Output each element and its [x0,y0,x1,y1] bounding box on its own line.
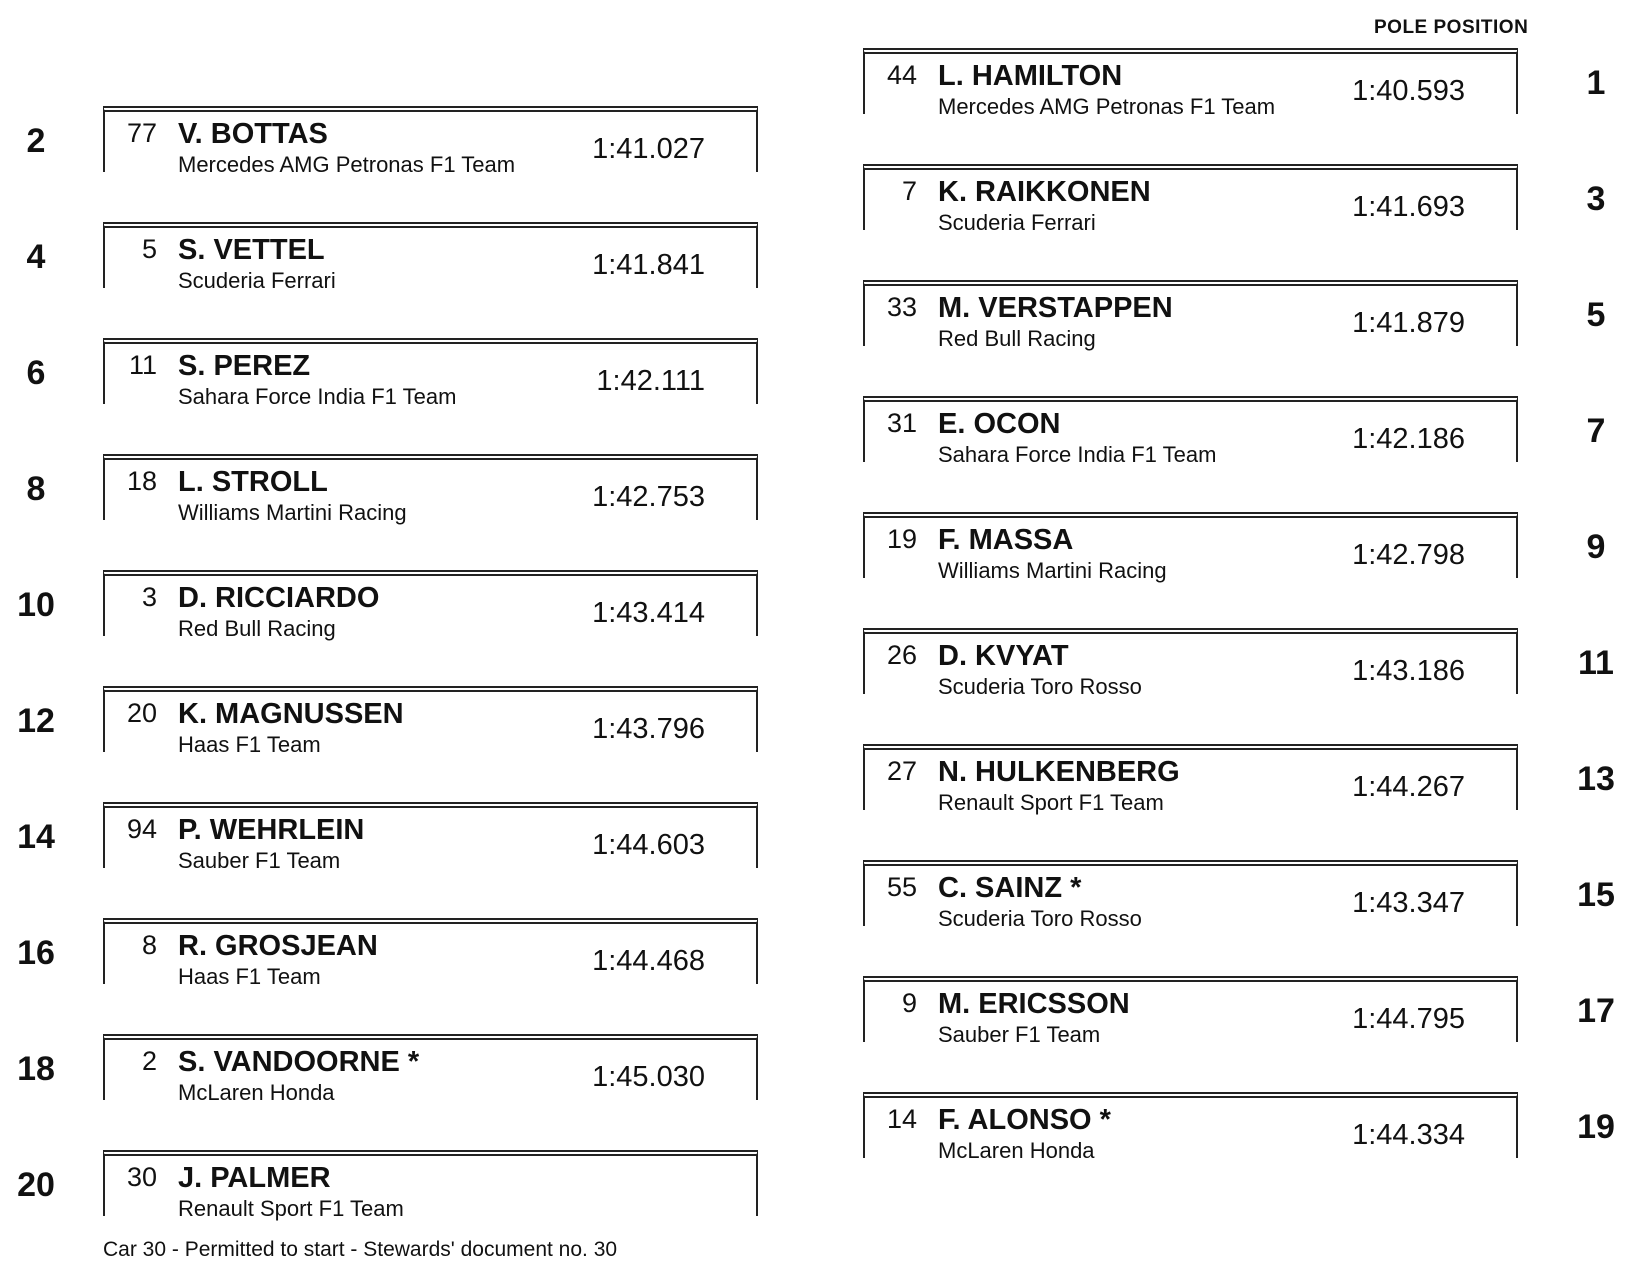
car-number: 19 [886,524,917,554]
driver-name: M. ERICSSON [938,988,1130,1020]
driver-name: M. VERSTAPPEN [938,292,1173,324]
grid-slot [863,164,1526,235]
team-name: McLaren Honda [938,1138,1095,1163]
grid-slot [103,454,766,525]
lap-time: 1:43.796 [592,713,705,745]
team-name: Haas F1 Team [178,732,321,757]
grid-slot [863,744,1526,815]
driver-name: R. GROSJEAN [178,930,378,962]
car-number: 14 [886,1104,917,1134]
car-number: 94 [126,814,157,844]
grid-slot [103,338,766,409]
car-number: 7 [901,176,917,206]
team-name: Haas F1 Team [178,964,321,989]
grid-slot [103,222,766,293]
lap-time: 1:45.030 [592,1061,705,1093]
car-number: 11 [128,350,157,380]
grid-slot [863,628,1526,699]
lap-time: 1:43.186 [1352,655,1465,687]
driver-name: S. VANDOORNE * [178,1046,420,1078]
driver-name: K. RAIKKONEN [938,176,1151,208]
lap-time: 1:41.879 [1352,307,1465,339]
lap-time: 1:44.468 [592,945,705,977]
pole-position-label: POLE POSITION [1374,17,1529,38]
car-number: 33 [886,292,917,322]
car-number: 3 [141,582,157,612]
footnote: Car 30 - Permitted to start - Stewards' document no. 30 [103,1238,618,1261]
driver-name: C. SAINZ * [938,872,1082,904]
grid-position: 8 [26,470,46,508]
lap-time: 1:41.027 [592,133,705,165]
grid-position: 20 [17,1166,55,1204]
car-number: 30 [126,1162,157,1192]
grid-position: 9 [1586,528,1606,566]
driver-name: V. BOTTAS [178,118,328,150]
lap-time: 1:44.795 [1352,1003,1465,1035]
grid-slot [863,512,1526,583]
lap-time: 1:43.414 [592,597,705,629]
grid-position: 6 [26,354,46,392]
team-name: Sauber F1 Team [178,848,341,873]
driver-name: J. PALMER [178,1162,331,1194]
team-name: Sahara Force India F1 Team [938,442,1217,467]
lap-time: 1:44.603 [592,829,705,861]
team-name: Renault Sport F1 Team [938,790,1164,815]
lap-time: 1:42.111 [596,365,705,397]
team-name: Williams Martini Racing [938,558,1167,583]
grid-position: 17 [1577,992,1615,1030]
driver-name: N. HULKENBERG [938,756,1180,788]
grid-slot [103,802,766,873]
lap-time: 1:44.267 [1352,771,1465,803]
team-name: Scuderia Ferrari [178,268,336,293]
lap-time: 1:41.841 [592,249,705,281]
grid-position: 14 [17,818,55,856]
team-name: Mercedes AMG Petronas F1 Team [178,152,516,177]
grid-position: 11 [1578,644,1614,682]
grid-position: 3 [1586,180,1606,218]
grid-slot [863,860,1526,931]
grid-position: 4 [26,238,46,276]
grid-position: 2 [26,122,46,160]
lap-time: 1:42.753 [592,481,705,513]
team-name: Scuderia Toro Rosso [938,906,1142,931]
car-number: 31 [886,408,917,438]
grid-slot [103,918,766,989]
grid-position: 5 [1586,296,1606,334]
car-number: 27 [886,756,917,786]
grid-position: 19 [1577,1108,1615,1146]
grid-slot [863,48,1526,119]
lap-time: 1:40.593 [1352,75,1465,107]
team-name: Sauber F1 Team [938,1022,1101,1047]
team-name: Renault Sport F1 Team [178,1196,404,1221]
lap-time: 1:43.347 [1352,887,1465,919]
driver-name: D. RICCIARDO [178,582,380,614]
team-name: Williams Martini Racing [178,500,407,525]
grid-slot [103,570,766,641]
grid-position: 18 [17,1050,55,1088]
lap-time: 1:44.334 [1352,1119,1465,1151]
car-number: 8 [141,930,157,960]
driver-name: D. KVYAT [938,640,1069,672]
team-name: Red Bull Racing [178,616,336,641]
driver-name: L. STROLL [178,466,328,498]
grid-position: 7 [1586,412,1606,450]
driver-name: S. VETTEL [178,234,325,266]
car-number: 26 [886,640,917,670]
grid-slot [103,106,766,177]
driver-name: P. WEHRLEIN [178,814,365,846]
car-number: 44 [886,60,917,90]
car-number: 9 [901,988,917,1018]
driver-name: F. ALONSO * [938,1104,1111,1136]
grid-slot [103,1034,766,1105]
car-number: 5 [141,234,157,264]
lap-time: 1:42.798 [1352,539,1465,571]
driver-name: S. PEREZ [178,350,311,382]
grid-slot [863,976,1526,1047]
grid-slot [863,1092,1526,1163]
team-name: McLaren Honda [178,1080,335,1105]
grid-position: 13 [1577,760,1615,798]
grid-slot [863,280,1526,351]
team-name: Red Bull Racing [938,326,1096,351]
driver-name: K. MAGNUSSEN [178,698,404,730]
grid-position: 15 [1577,876,1615,914]
grid-slot [103,686,766,757]
car-number: 20 [126,698,157,728]
driver-name: E. OCON [938,408,1061,440]
grid-position: 12 [17,702,55,740]
team-name: Scuderia Toro Rosso [938,674,1142,699]
driver-name: L. HAMILTON [938,60,1123,92]
car-number: 55 [886,872,917,902]
car-number: 77 [126,118,157,148]
team-name: Sahara Force India F1 Team [178,384,457,409]
lap-time: 1:41.693 [1352,191,1465,223]
team-name: Mercedes AMG Petronas F1 Team [938,94,1276,119]
car-number: 18 [126,466,157,496]
lap-time: 1:42.186 [1352,423,1465,455]
grid-position: 16 [17,934,55,972]
grid-slot [103,1150,766,1221]
team-name: Scuderia Ferrari [938,210,1096,235]
grid-slot [863,396,1526,467]
grid-position: 1 [1586,64,1606,102]
car-number: 2 [141,1046,157,1076]
driver-name: F. MASSA [938,524,1074,556]
grid-position: 10 [17,586,55,624]
